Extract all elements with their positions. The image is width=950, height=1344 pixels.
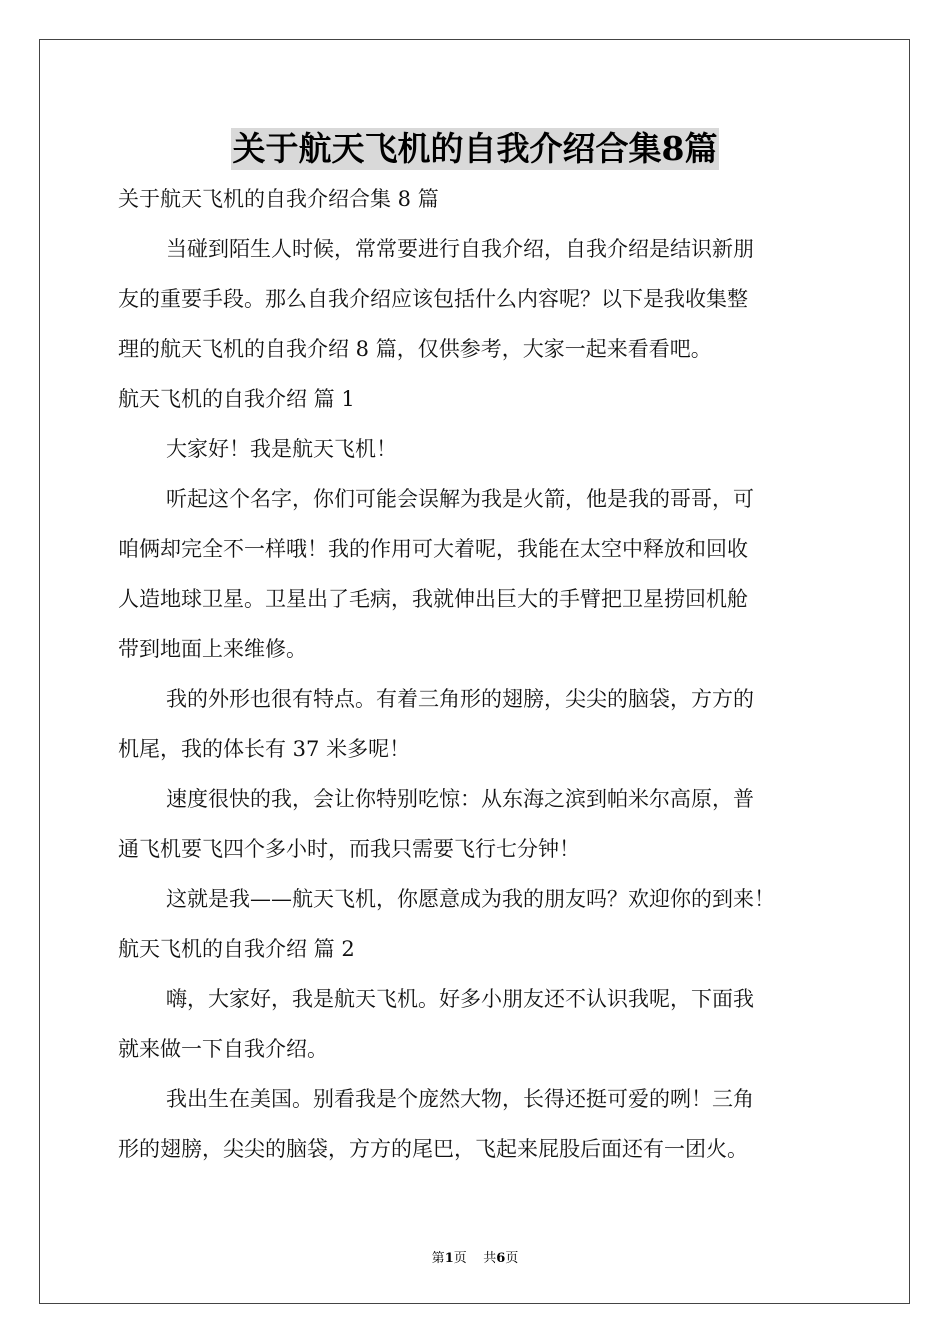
footer-mid: 页 共: [453, 1251, 497, 1266]
paragraph-line: 我的外形也很有特点。有着三角形的翅膀，尖尖的脑袋，方方的: [166, 687, 754, 711]
document-title: 关于航天飞机的自我介绍合集8篇: [232, 129, 718, 168]
document-subtitle: 关于航天飞机的自我介绍合集 8 篇: [118, 187, 439, 211]
paragraph-line: 通飞机要飞四个多小时，而我只需要飞行七分钟！: [118, 837, 580, 861]
paragraph-line: 形的翅膀，尖尖的脑袋，方方的尾巴，飞起来屁股后面还有一团火。: [118, 1137, 748, 1161]
paragraph-line: 人造地球卫星。卫星出了毛病，我就伸出巨大的手臂把卫星捞回机舱: [118, 587, 748, 611]
section-heading: 航天飞机的自我介绍 篇 1: [118, 387, 355, 411]
paragraph-line: 这就是我——航天飞机，你愿意成为我的朋友吗？欢迎你的到来！: [166, 887, 775, 911]
footer-prefix: 第: [431, 1251, 445, 1266]
footer-total-pages: 6: [496, 1251, 506, 1266]
paragraph-line: 当碰到陌生人时候，常常要进行自我介绍，自我介绍是结识新朋: [166, 237, 754, 261]
paragraph-line: 听起这个名字，你们可能会误解为我是火箭，他是我的哥哥，可: [166, 487, 754, 511]
footer-current-page: 1: [444, 1251, 454, 1266]
paragraph-line: 速度很快的我，会让你特别吃惊：从东海之滨到帕米尔高原，普: [166, 787, 754, 811]
paragraph-line: 嗨，大家好，我是航天飞机。好多小朋友还不认识我呢，下面我: [166, 987, 754, 1011]
footer-suffix: 页: [505, 1251, 519, 1266]
paragraph-line: 咱俩却完全不一样哦！我的作用可大着呢，我能在太空中释放和回收: [118, 537, 748, 561]
paragraph-line: 带到地面上来维修。: [118, 637, 307, 661]
title-wrap: [0, 128, 950, 170]
paragraph-line: 就来做一下自我介绍。: [118, 1037, 328, 1061]
paragraph-line: 机尾，我的体长有 37 米多呢！: [118, 737, 411, 761]
page-footer: [0, 1247, 950, 1266]
paragraph-line: 大家好！我是航天飞机！: [166, 437, 397, 461]
paragraph-line: 我出生在美国。别看我是个庞然大物，长得还挺可爱的咧！三角: [166, 1087, 754, 1111]
paragraph-line: 友的重要手段。那么自我介绍应该包括什么内容呢？以下是我收集整: [118, 287, 748, 311]
paragraph-line: 理的航天飞机的自我介绍 8 篇，仅供参考，大家一起来看看吧。: [118, 337, 712, 361]
section-heading: 航天飞机的自我介绍 篇 2: [118, 937, 355, 961]
